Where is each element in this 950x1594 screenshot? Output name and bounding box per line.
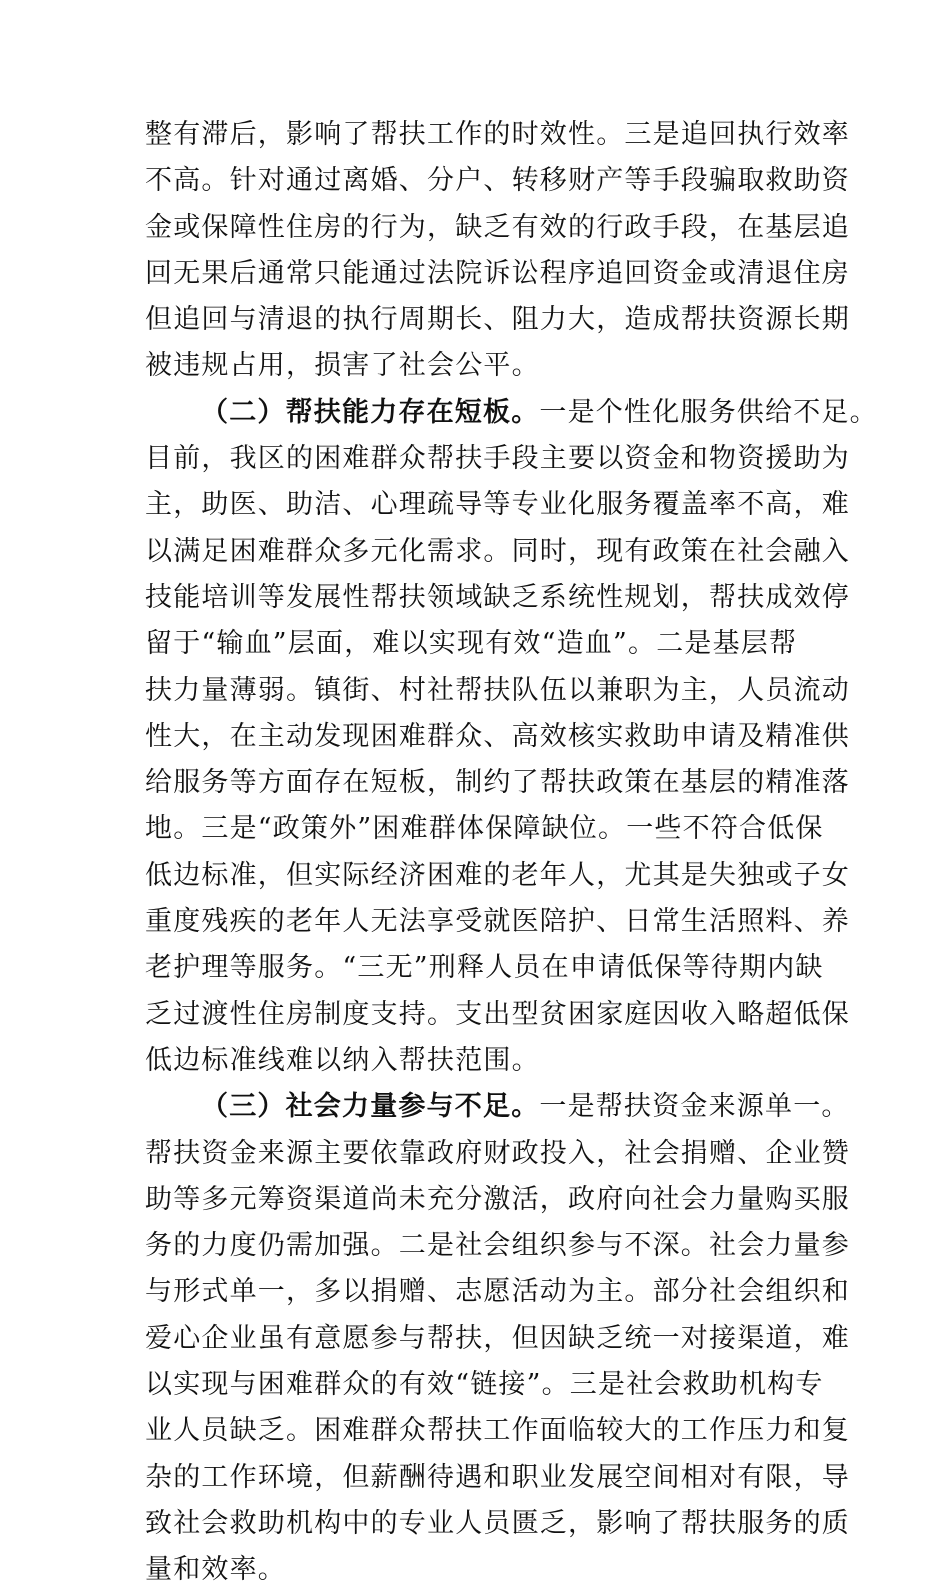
text-line bbox=[145, 575, 850, 621]
text-line bbox=[145, 1177, 850, 1223]
line-text: 致社会救助机构中的专业人员匮乏，影响了帮扶服务的质 bbox=[145, 1507, 850, 1539]
line-text: 给服务等方面存在短板，制约了帮扶政策在基层的精准落 bbox=[145, 767, 850, 799]
line-text: 老护理等服务。“三无”刑释人员在申请低保等待期内缺 bbox=[145, 952, 824, 984]
text-line bbox=[145, 1038, 815, 1084]
text-line bbox=[145, 297, 850, 343]
line-text: 杂的工作环境，但薪酬待遇和职业发展空间相对有限，导 bbox=[145, 1461, 850, 1493]
line-text: 回无果后通常只能通过法院诉讼程序追回资金或清退住房 bbox=[145, 257, 850, 289]
line-text: 留于“输血”层面，难以实现有效“造血”。二是基层帮 bbox=[145, 628, 798, 660]
text-line bbox=[145, 899, 850, 945]
line-text: 一是个性化服务供给不足。 bbox=[539, 396, 878, 428]
line-text: 与形式单一，多以捐赠、志愿活动为主。部分社会组织和 bbox=[145, 1276, 850, 1308]
line-text: 扶力量薄弱。镇街、村社帮扶队伍以兼职为主，人员流动 bbox=[145, 674, 850, 706]
section-heading-line bbox=[145, 1084, 850, 1130]
text-line bbox=[145, 112, 850, 158]
text-line bbox=[145, 992, 850, 1038]
text-line bbox=[145, 1316, 850, 1362]
line-text: 一是帮扶资金来源单一。 bbox=[539, 1091, 850, 1123]
text-line bbox=[145, 945, 824, 991]
line-text: 助等多元筹资渠道尚未充分激活，政府向社会力量购买服 bbox=[145, 1183, 850, 1215]
line-text: 但追回与清退的执行周期长、阻力大，造成帮扶资源长期 bbox=[145, 304, 850, 336]
text-line bbox=[145, 1131, 850, 1177]
line-text: 爱心企业虽有意愿参与帮扶，但因缺乏统一对接渠道，难 bbox=[145, 1322, 850, 1354]
line-text: 被违规占用，损害了社会公平。 bbox=[145, 350, 540, 382]
text-line bbox=[145, 343, 815, 389]
text-line bbox=[145, 668, 850, 714]
text-line bbox=[145, 1408, 850, 1454]
section-heading: （三）社会力量参与不足。 bbox=[201, 1091, 540, 1123]
text-line bbox=[145, 529, 850, 575]
text-line bbox=[145, 158, 850, 204]
text-line bbox=[145, 1223, 850, 1269]
line-text: 乏过渡性住房制度支持。支出型贫困家庭因收入略超低保 bbox=[145, 998, 850, 1030]
text-line bbox=[145, 621, 815, 667]
line-text: 目前，我区的困难群众帮扶手段主要以资金和物资援助为 bbox=[145, 443, 850, 475]
line-text: 技能培训等发展性帮扶领域缺乏系统性规划，帮扶成效停 bbox=[145, 581, 850, 613]
line-text: 整有滞后，影响了帮扶工作的时效性。三是追回执行效率 bbox=[145, 119, 850, 150]
line-text: 以实现与困难群众的有效“链接”。三是社会救助机构专 bbox=[145, 1369, 824, 1401]
line-text: 低边标准线难以纳入帮扶范围。 bbox=[145, 1044, 540, 1076]
text-line bbox=[145, 251, 850, 297]
text-line bbox=[145, 853, 850, 899]
text-line bbox=[145, 1362, 824, 1408]
line-text: 业人员缺乏。困难群众帮扶工作面临较大的工作压力和复 bbox=[145, 1415, 850, 1447]
text-line bbox=[145, 760, 850, 806]
text-line bbox=[145, 1547, 815, 1593]
line-text: 主，助医、助洁、心理疏导等专业化服务覆盖率不高，难 bbox=[145, 489, 850, 521]
text-line bbox=[145, 436, 850, 482]
text-line bbox=[145, 1501, 850, 1547]
line-text: 性大，在主动发现困难群众、高效核实救助申请及精准供 bbox=[145, 720, 850, 752]
section-heading-line bbox=[145, 390, 878, 436]
line-text: 重度残疾的老年人无法享受就医陪护、日常生活照料、养 bbox=[145, 906, 850, 938]
line-text: 地。三是“政策外”困难群体保障缺位。一些不符合低保 bbox=[145, 813, 824, 845]
text-line bbox=[145, 1455, 850, 1501]
line-text: 务的力度仍需加强。二是社会组织参与不深。社会力量参 bbox=[145, 1230, 850, 1262]
line-text: 帮扶资金来源主要依靠政府财政投入，社会捐赠、企业赞 bbox=[145, 1137, 850, 1169]
text-line bbox=[145, 806, 824, 852]
text-line bbox=[145, 714, 850, 760]
text-line bbox=[145, 482, 850, 528]
line-text: 量和效率。 bbox=[145, 1554, 286, 1586]
text-line bbox=[145, 1269, 850, 1315]
text-line bbox=[145, 205, 850, 251]
line-text: 金或保障性住房的行为，缺乏有效的行政手段，在基层追 bbox=[145, 211, 850, 243]
line-text: 以满足困难群众多元化需求。同时，现有政策在社会融入 bbox=[145, 535, 850, 567]
document-body bbox=[145, 112, 878, 1594]
section-heading: （二）帮扶能力存在短板。 bbox=[201, 396, 540, 428]
line-text: 低边标准，但实际经济困难的老年人，尤其是失独或子女 bbox=[145, 859, 850, 891]
line-text: 不高。针对通过离婚、分户、转移财产等手段骗取救助资 bbox=[145, 165, 850, 197]
